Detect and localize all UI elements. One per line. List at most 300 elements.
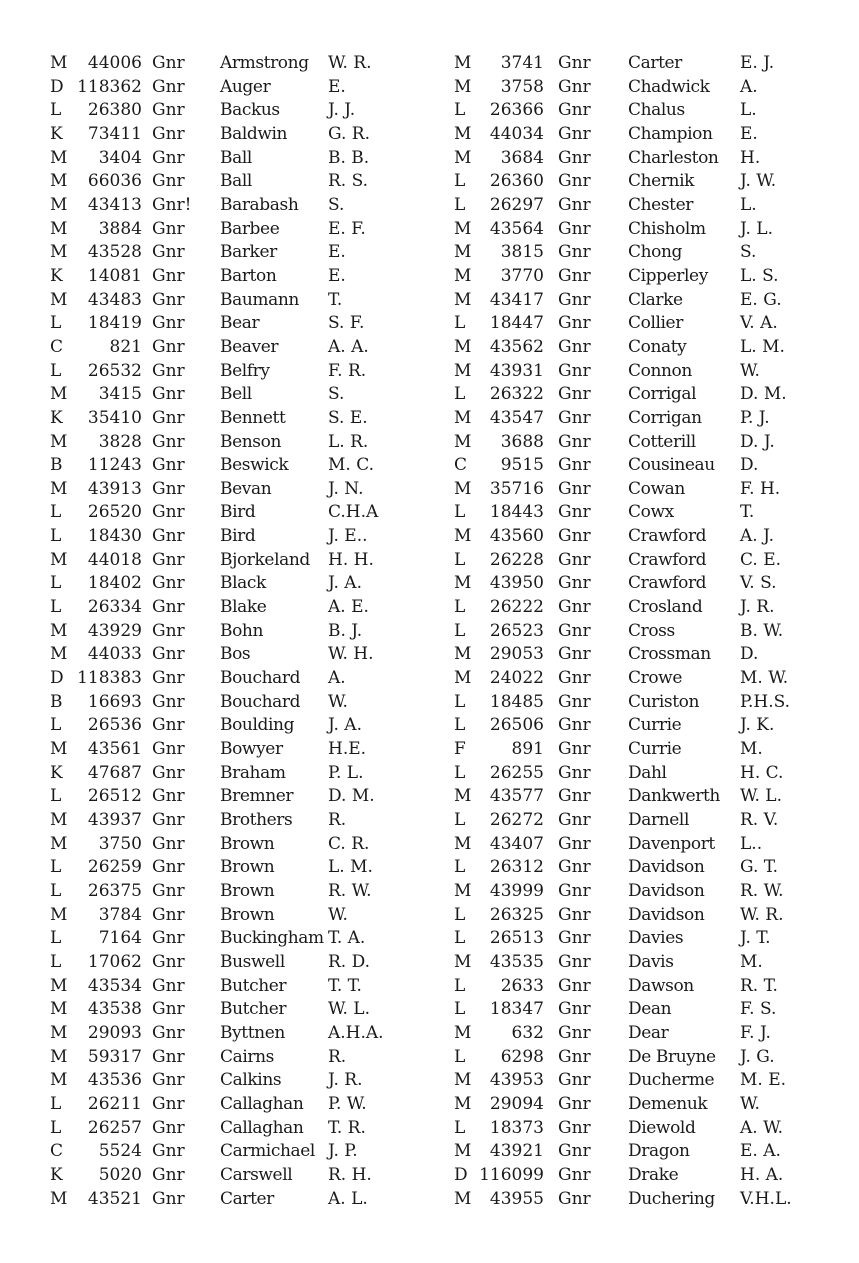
surname: Ball (220, 147, 252, 168)
roster-entry (50, 549, 430, 573)
roster-entry (454, 1022, 824, 1046)
rank: Gnr (558, 265, 591, 286)
rank: Gnr (152, 123, 185, 144)
roster-entry (50, 194, 430, 218)
service-number: 6298 (500, 1046, 544, 1067)
service-number: 44006 (87, 53, 142, 73)
service-number: 29053 (489, 644, 544, 665)
initials: W. (740, 1093, 760, 1114)
service-number: 3758 (500, 76, 544, 97)
service-number: 16693 (87, 691, 142, 712)
roster-entry (50, 1117, 430, 1141)
rank: Gnr (558, 739, 591, 760)
roster-entry (454, 927, 824, 951)
surname: Bird (220, 502, 256, 523)
initials: A. A. (328, 336, 369, 357)
initials: P. W. (328, 1093, 367, 1114)
roster-entry (454, 431, 824, 455)
surname: Charleston (628, 147, 719, 168)
service-prefix: M (454, 1141, 472, 1162)
surname: Bevan (220, 478, 272, 499)
service-number: 18347 (489, 999, 544, 1020)
roster-entry (454, 1140, 824, 1164)
initials: G. R. (328, 123, 370, 144)
initials: E. G. (740, 289, 782, 310)
surname: Currie (628, 739, 682, 760)
initials: W. (740, 360, 760, 381)
rank: Gnr (152, 407, 185, 428)
initials: L. (740, 194, 757, 215)
initials: A. W. (740, 1117, 783, 1138)
rank: Gnr (558, 999, 591, 1020)
rank: Gnr (558, 620, 591, 641)
service-number: 3741 (500, 53, 544, 73)
surname: Crawford (628, 549, 707, 570)
service-prefix: M (50, 289, 68, 310)
service-prefix: B (50, 455, 63, 476)
roster-entry (50, 407, 430, 431)
initials: F. H. (740, 478, 781, 499)
initials: M. E. (740, 1070, 787, 1091)
surname: De Bruyne (628, 1046, 716, 1067)
initials: W. (328, 691, 348, 712)
rank: Gnr (558, 100, 591, 121)
surname: Bouchard (220, 668, 301, 689)
service-prefix: L (50, 313, 62, 334)
service-prefix: K (50, 123, 63, 144)
service-prefix: M (454, 53, 472, 73)
rank: Gnr (152, 53, 185, 73)
surname: Bremner (220, 786, 294, 807)
service-prefix: M (454, 1022, 472, 1043)
service-prefix: L (454, 928, 466, 949)
initials: F. J. (740, 1022, 771, 1043)
surname: Carmichael (220, 1141, 315, 1162)
roster-entry (454, 218, 824, 242)
service-number: 43483 (87, 289, 142, 310)
initials: V. S. (740, 573, 777, 594)
service-prefix: M (50, 833, 68, 854)
roster-entry (454, 975, 824, 999)
service-prefix: M (50, 53, 68, 73)
initials: S. (740, 242, 757, 263)
service-prefix: M (454, 1070, 472, 1091)
rank: Gnr (558, 478, 591, 499)
roster-entry (50, 1093, 430, 1117)
surname: Bell (220, 384, 252, 405)
service-number: 26322 (489, 384, 544, 405)
rank: Gnr (558, 384, 591, 405)
service-number: 2633 (500, 975, 544, 996)
service-prefix: M (454, 336, 472, 357)
rank: Gnr (558, 668, 591, 689)
surname: Benson (220, 431, 282, 452)
service-prefix: M (454, 265, 472, 286)
service-number: 26532 (87, 360, 142, 381)
initials: J. E.. (328, 526, 368, 547)
service-prefix: M (454, 951, 472, 972)
rank: Gnr (558, 1093, 591, 1114)
rank: Gnr (152, 928, 185, 949)
rank: Gnr (152, 218, 185, 239)
service-prefix: M (50, 194, 68, 215)
initials: P.H.S. (740, 691, 791, 712)
service-prefix: L (454, 620, 466, 641)
surname: Dankwerth (628, 786, 720, 807)
surname: Ducherme (628, 1070, 715, 1091)
service-number: 43528 (87, 242, 142, 263)
rank: Gnr (152, 1188, 185, 1209)
roster-entry (50, 572, 430, 596)
rank: Gnr (152, 1070, 185, 1091)
service-prefix: C (454, 455, 468, 476)
initials: L. M. (740, 336, 785, 357)
rank: Gnr (152, 1093, 185, 1114)
surname: Ball (220, 171, 252, 192)
rank: Gnr (152, 857, 185, 878)
surname: Buckingham (220, 928, 324, 949)
surname: Bohn (220, 620, 264, 641)
surname: Callaghan (220, 1093, 304, 1114)
service-number: 26366 (489, 100, 544, 121)
surname: Cowx (628, 502, 674, 523)
service-prefix: M (454, 147, 472, 168)
initials: M. (740, 951, 763, 972)
initials: W. L. (328, 999, 371, 1020)
service-prefix: M (50, 739, 68, 760)
initials: H. C. (740, 762, 784, 783)
rank: Gnr (152, 336, 185, 357)
roster-entry (454, 99, 824, 123)
surname: Dahl (628, 762, 667, 783)
initials: R. T. (740, 975, 778, 996)
roster-entry (454, 1188, 824, 1212)
service-number: 3770 (500, 265, 544, 286)
roster-entry (454, 454, 824, 478)
roster-entry (454, 643, 824, 667)
roster-entry (454, 76, 824, 100)
service-prefix: L (454, 715, 466, 736)
roster-entry (50, 643, 430, 667)
roster-entry (50, 501, 430, 525)
rank: Gnr (558, 313, 591, 334)
service-number: 26536 (87, 715, 142, 736)
rank: Gnr (152, 620, 185, 641)
service-number: 43538 (87, 999, 142, 1020)
rank: Gnr (152, 1141, 185, 1162)
initials: J. T. (740, 928, 771, 949)
surname: Cross (628, 620, 675, 641)
rank: Gnr (558, 951, 591, 972)
rank: Gnr (558, 880, 591, 901)
roster-entry (454, 360, 824, 384)
initials: B. B. (328, 147, 370, 168)
surname: Beaver (220, 336, 279, 357)
initials: W. R. (328, 53, 372, 73)
initials: J. G. (740, 1046, 775, 1067)
rank: Gnr (152, 999, 185, 1020)
service-number: 9515 (500, 455, 544, 476)
initials: P. J. (740, 407, 770, 428)
rank: Gnr (558, 1046, 591, 1067)
service-prefix: M (454, 76, 472, 97)
rank: Gnr (558, 644, 591, 665)
roster-entry (454, 880, 824, 904)
service-number: 43417 (489, 289, 544, 310)
surname: Auger (220, 76, 271, 97)
rank: Gnr (558, 431, 591, 452)
rank: Gnr (558, 810, 591, 830)
initials: R. W. (740, 880, 784, 901)
roster-entry (50, 667, 430, 691)
surname: Butcher (220, 999, 287, 1020)
service-number: 29093 (87, 1022, 142, 1043)
service-prefix: M (50, 1070, 68, 1091)
service-number: 26297 (489, 194, 544, 215)
roster-entry (454, 904, 824, 928)
surname: Bennett (220, 407, 286, 428)
initials: B. J. (328, 620, 363, 641)
rank: Gnr (152, 1117, 185, 1138)
service-prefix: L (454, 857, 466, 878)
rank: Gnr (152, 478, 185, 499)
initials: C. R. (328, 833, 370, 854)
rank: Gnr (152, 904, 185, 925)
surname: Corrigal (628, 384, 697, 405)
roster-entry (454, 147, 824, 171)
initials: W. L. (740, 786, 783, 807)
rank: Gnr (558, 1188, 591, 1209)
initials: R. W. (328, 880, 372, 901)
roster-entry (454, 833, 824, 857)
surname: Black (220, 573, 266, 594)
surname: Clarke (628, 289, 683, 310)
initials: M. (740, 739, 763, 760)
service-prefix: L (454, 1046, 466, 1067)
service-prefix: M (50, 147, 68, 168)
service-number: 116099 (479, 1164, 544, 1185)
initials: W. H. (328, 644, 374, 665)
rank: Gnr (558, 573, 591, 594)
service-number: 14081 (87, 265, 142, 286)
rank: Gnr (558, 1164, 591, 1185)
service-number: 18402 (87, 573, 142, 594)
initials: J. L. (740, 218, 773, 239)
initials: E. (740, 123, 758, 144)
rank: Gnr (558, 904, 591, 925)
service-number: 3750 (98, 833, 142, 854)
service-prefix: M (454, 1188, 472, 1209)
rank: Gnr (152, 715, 185, 736)
service-prefix: F (454, 739, 466, 760)
roster-entry (454, 738, 824, 762)
service-number: 43999 (489, 880, 544, 901)
rank: Gnr (152, 668, 185, 689)
initials: A. (740, 76, 758, 97)
rank: Gnr (558, 1117, 591, 1138)
service-number: 43913 (87, 478, 142, 499)
initials: F. R. (328, 360, 367, 381)
rank: Gnr (152, 739, 185, 760)
initials: M. C. (328, 455, 375, 476)
service-number: 26222 (489, 597, 544, 618)
roster-entry (454, 336, 824, 360)
service-number: 26228 (489, 549, 544, 570)
surname: Boulding (220, 715, 295, 736)
initials: B. W. (740, 620, 784, 641)
rank: Gnr (558, 53, 591, 73)
service-prefix: M (50, 171, 68, 192)
service-prefix: M (454, 478, 472, 499)
rank: Gnr (558, 407, 591, 428)
surname: Callaghan (220, 1117, 304, 1138)
service-prefix: L (454, 313, 466, 334)
service-prefix: M (50, 1022, 68, 1043)
service-prefix: M (454, 431, 472, 452)
initials: J. J. (328, 100, 356, 121)
service-number: 3784 (98, 904, 142, 925)
surname: Dawson (628, 975, 694, 996)
service-prefix: M (50, 975, 68, 996)
surname: Chester (628, 194, 693, 215)
rank: Gnr (558, 147, 591, 168)
service-number: 18443 (489, 502, 544, 523)
surname: Collier (628, 313, 683, 334)
surname: Armstrong (220, 53, 309, 73)
surname: Brothers (220, 810, 293, 830)
service-number: 5020 (98, 1164, 142, 1185)
surname: Champion (628, 123, 713, 144)
service-number: 118383 (77, 668, 142, 689)
initials: S. (328, 194, 345, 215)
surname: Chong (628, 242, 683, 263)
service-number: 821 (109, 336, 142, 357)
initials: R. H. (328, 1164, 372, 1185)
roster-entry (454, 998, 824, 1022)
surname: Crawford (628, 526, 707, 547)
service-prefix: M (454, 289, 472, 310)
initials: J. W. (740, 171, 777, 192)
rank: Gnr (152, 1164, 185, 1185)
service-prefix: L (50, 857, 62, 878)
service-number: 18419 (87, 313, 142, 334)
initials: A. (328, 668, 346, 689)
rank: Gnr (558, 786, 591, 807)
surname: Carter (220, 1188, 274, 1209)
surname: Cousineau (628, 455, 715, 476)
surname: Connon (628, 360, 692, 381)
roster-entry (454, 123, 824, 147)
rank: Gnr (152, 810, 185, 830)
service-prefix: M (454, 526, 472, 547)
service-number: 44033 (87, 644, 142, 665)
service-number: 26380 (87, 100, 142, 121)
roster-entry (454, 714, 824, 738)
service-prefix: L (454, 384, 466, 405)
rank: Gnr (152, 360, 185, 381)
roster-entry (454, 785, 824, 809)
roster-entry (50, 123, 430, 147)
roster-entry (50, 76, 430, 100)
service-number: 7164 (98, 928, 142, 949)
surname: Brown (220, 857, 275, 878)
rank: Gnr (558, 762, 591, 783)
service-prefix: D (454, 1164, 468, 1185)
roster-entry (454, 170, 824, 194)
service-number: 47687 (87, 762, 142, 783)
surname: Davenport (628, 833, 715, 854)
initials: J. A. (328, 573, 362, 594)
service-prefix: M (454, 360, 472, 381)
service-number: 66036 (87, 171, 142, 192)
roster-entry (50, 241, 430, 265)
roster-entry (50, 52, 430, 76)
roster-entry (50, 975, 430, 999)
initials: R. (328, 1046, 347, 1067)
rank: Gnr (152, 691, 185, 712)
surname: Byttnen (220, 1022, 285, 1043)
service-prefix: M (50, 431, 68, 452)
service-prefix: M (454, 123, 472, 144)
initials: D. (740, 455, 759, 476)
surname: Chisholm (628, 218, 706, 239)
initials: P. L. (328, 762, 364, 783)
service-number: 118362 (77, 76, 142, 97)
service-prefix: K (50, 762, 63, 783)
initials: E. (328, 265, 346, 286)
surname: Brown (220, 833, 275, 854)
initials: L. M. (328, 857, 373, 878)
rank: Gnr (152, 431, 185, 452)
initials: R. V. (740, 810, 779, 830)
service-number: 632 (511, 1022, 544, 1043)
service-number: 26334 (87, 597, 142, 618)
rank: Gnr (152, 76, 185, 97)
service-number: 18485 (489, 691, 544, 712)
initials: E. (328, 76, 346, 97)
surname: Darnell (628, 810, 689, 830)
rank: Gnr (558, 1070, 591, 1091)
roster-entry (50, 856, 430, 880)
roster-column-left (50, 52, 430, 1211)
surname: Crawford (628, 573, 707, 594)
service-number: 29094 (489, 1093, 544, 1114)
surname: Bjorkeland (220, 549, 310, 570)
initials: J. R. (740, 597, 775, 618)
surname: Cotterill (628, 431, 696, 452)
initials: J. N. (328, 478, 364, 499)
initials: C.H.A (328, 502, 379, 523)
surname: Cipperley (628, 265, 708, 286)
service-number: 18447 (489, 313, 544, 334)
service-prefix: M (454, 786, 472, 807)
service-number: 11243 (87, 455, 142, 476)
surname: Calkins (220, 1070, 282, 1091)
roster-entry (50, 1164, 430, 1188)
surname: Brown (220, 904, 275, 925)
service-number: 35716 (489, 478, 544, 499)
service-prefix: M (454, 218, 472, 239)
service-number: 43955 (489, 1188, 544, 1209)
surname: Beswick (220, 455, 289, 476)
surname: Baldwin (220, 123, 288, 144)
service-number: 26375 (87, 880, 142, 901)
rank: Gnr (558, 833, 591, 854)
service-prefix: M (50, 242, 68, 263)
service-prefix: M (50, 384, 68, 405)
rank: Gnr (558, 218, 591, 239)
roster-entry (50, 431, 430, 455)
